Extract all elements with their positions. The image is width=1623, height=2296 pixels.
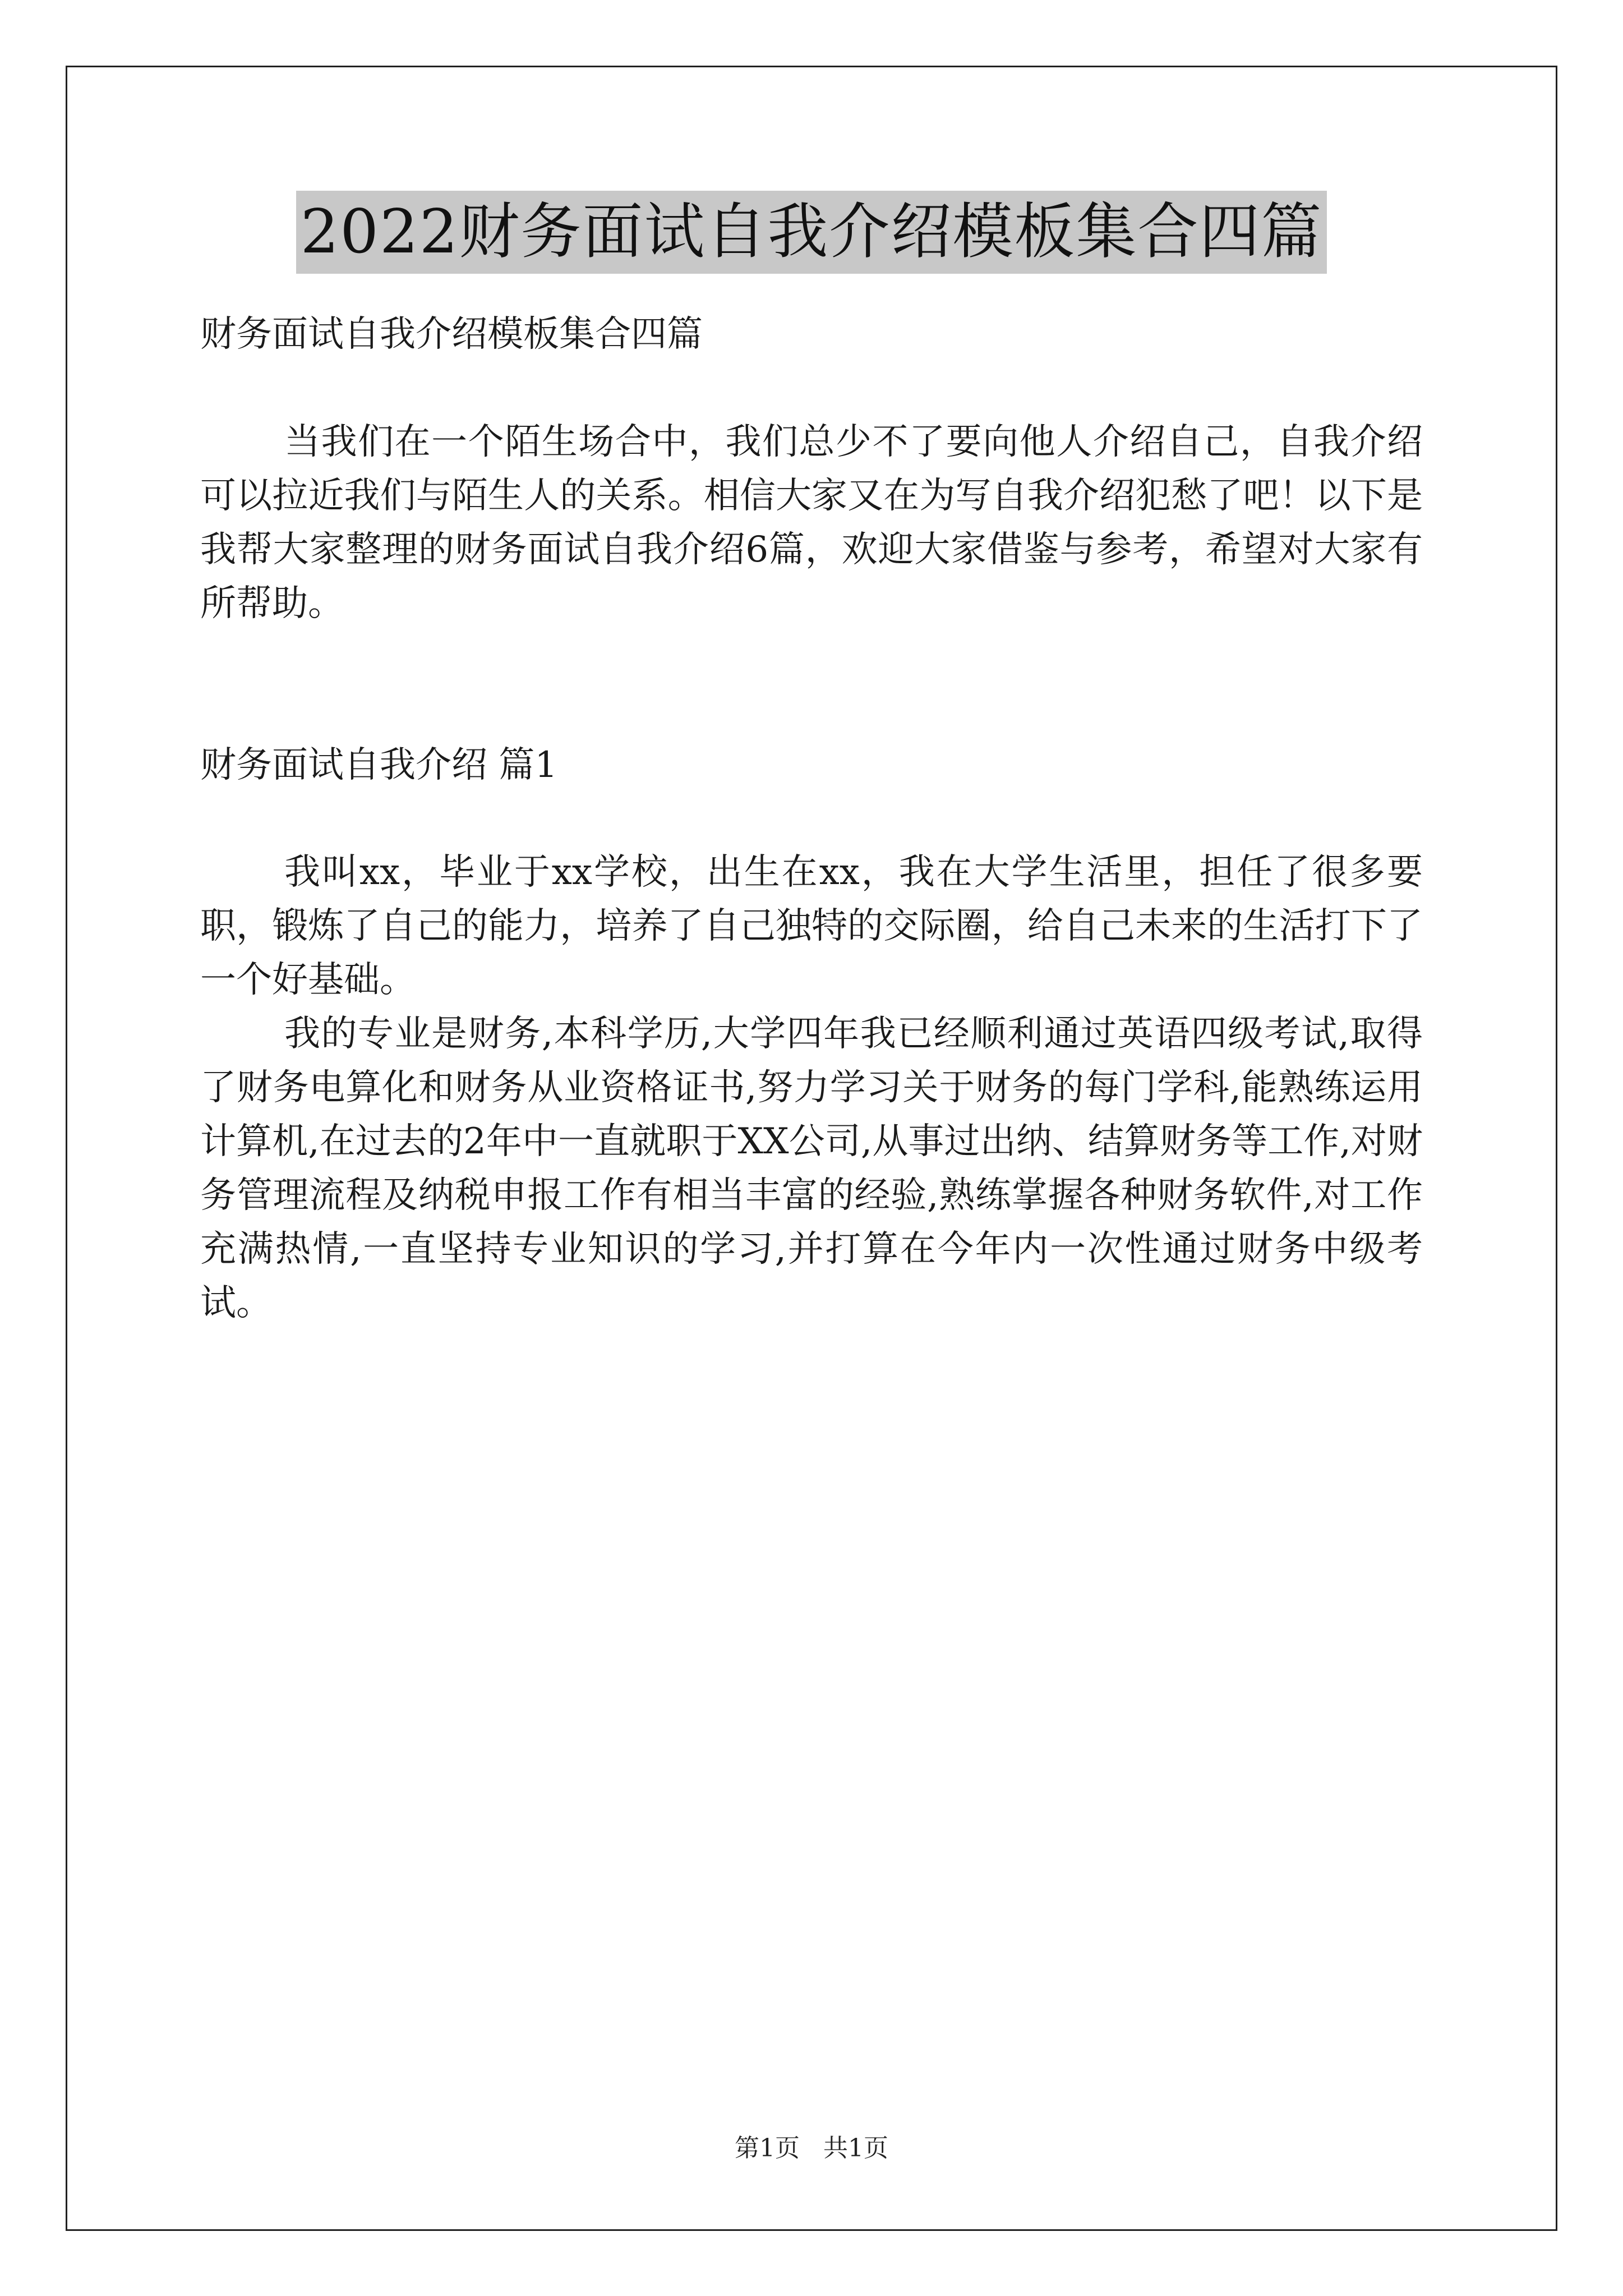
document-body (200, 307, 1423, 1330)
title-container (0, 191, 1623, 274)
document-subtitle: 财务面试自我介绍模板集合四篇 (200, 314, 703, 355)
document-title: 2022财务面试自我介绍模板集合四篇 (296, 191, 1327, 274)
section-paragraph-1: 我叫xx，毕业于xx学校，出生在xx，我在大学生活里，担任了很多要职，锻炼了自己的能力，培养了自己独特的交际圈，给自己未来的生活打下了一个好基础。 (200, 852, 1423, 1001)
page-footer (0, 2132, 1623, 2165)
section-heading: 财务面试自我介绍 篇1 (200, 744, 558, 786)
section-paragraph-2: 我的专业是财务,本科学历,大学四年我已经顺利通过英语四级考试,取得了财务电算化和财务从业资格证书,努力学习关于财务的每门学科,能熟练运用计算机,在过去的2年中一直就职于XX公司,从事过出纳、结算财务等工作,对财务管理流程及纳税申报工作有相当丰富的经验,熟练掌握各种财务软件,对工作充满热情,一直坚持专业知识的学习,并打算在今年内一次性通过财务中级考试。 (200, 1013, 1423, 1324)
page-total: 共1页 (823, 2134, 888, 2162)
intro-paragraph: 当我们在一个陌生场合中，我们总少不了要向他人介绍自己，自我介绍可以拉近我们与陌生人的关系。相信大家又在为写自我介绍犯愁了吧！以下是我帮大家整理的财务面试自我介绍6篇，欢迎大家借鉴与参考，希望对大家有所帮助。 (200, 421, 1423, 624)
page-number: 第1页 (735, 2134, 800, 2162)
